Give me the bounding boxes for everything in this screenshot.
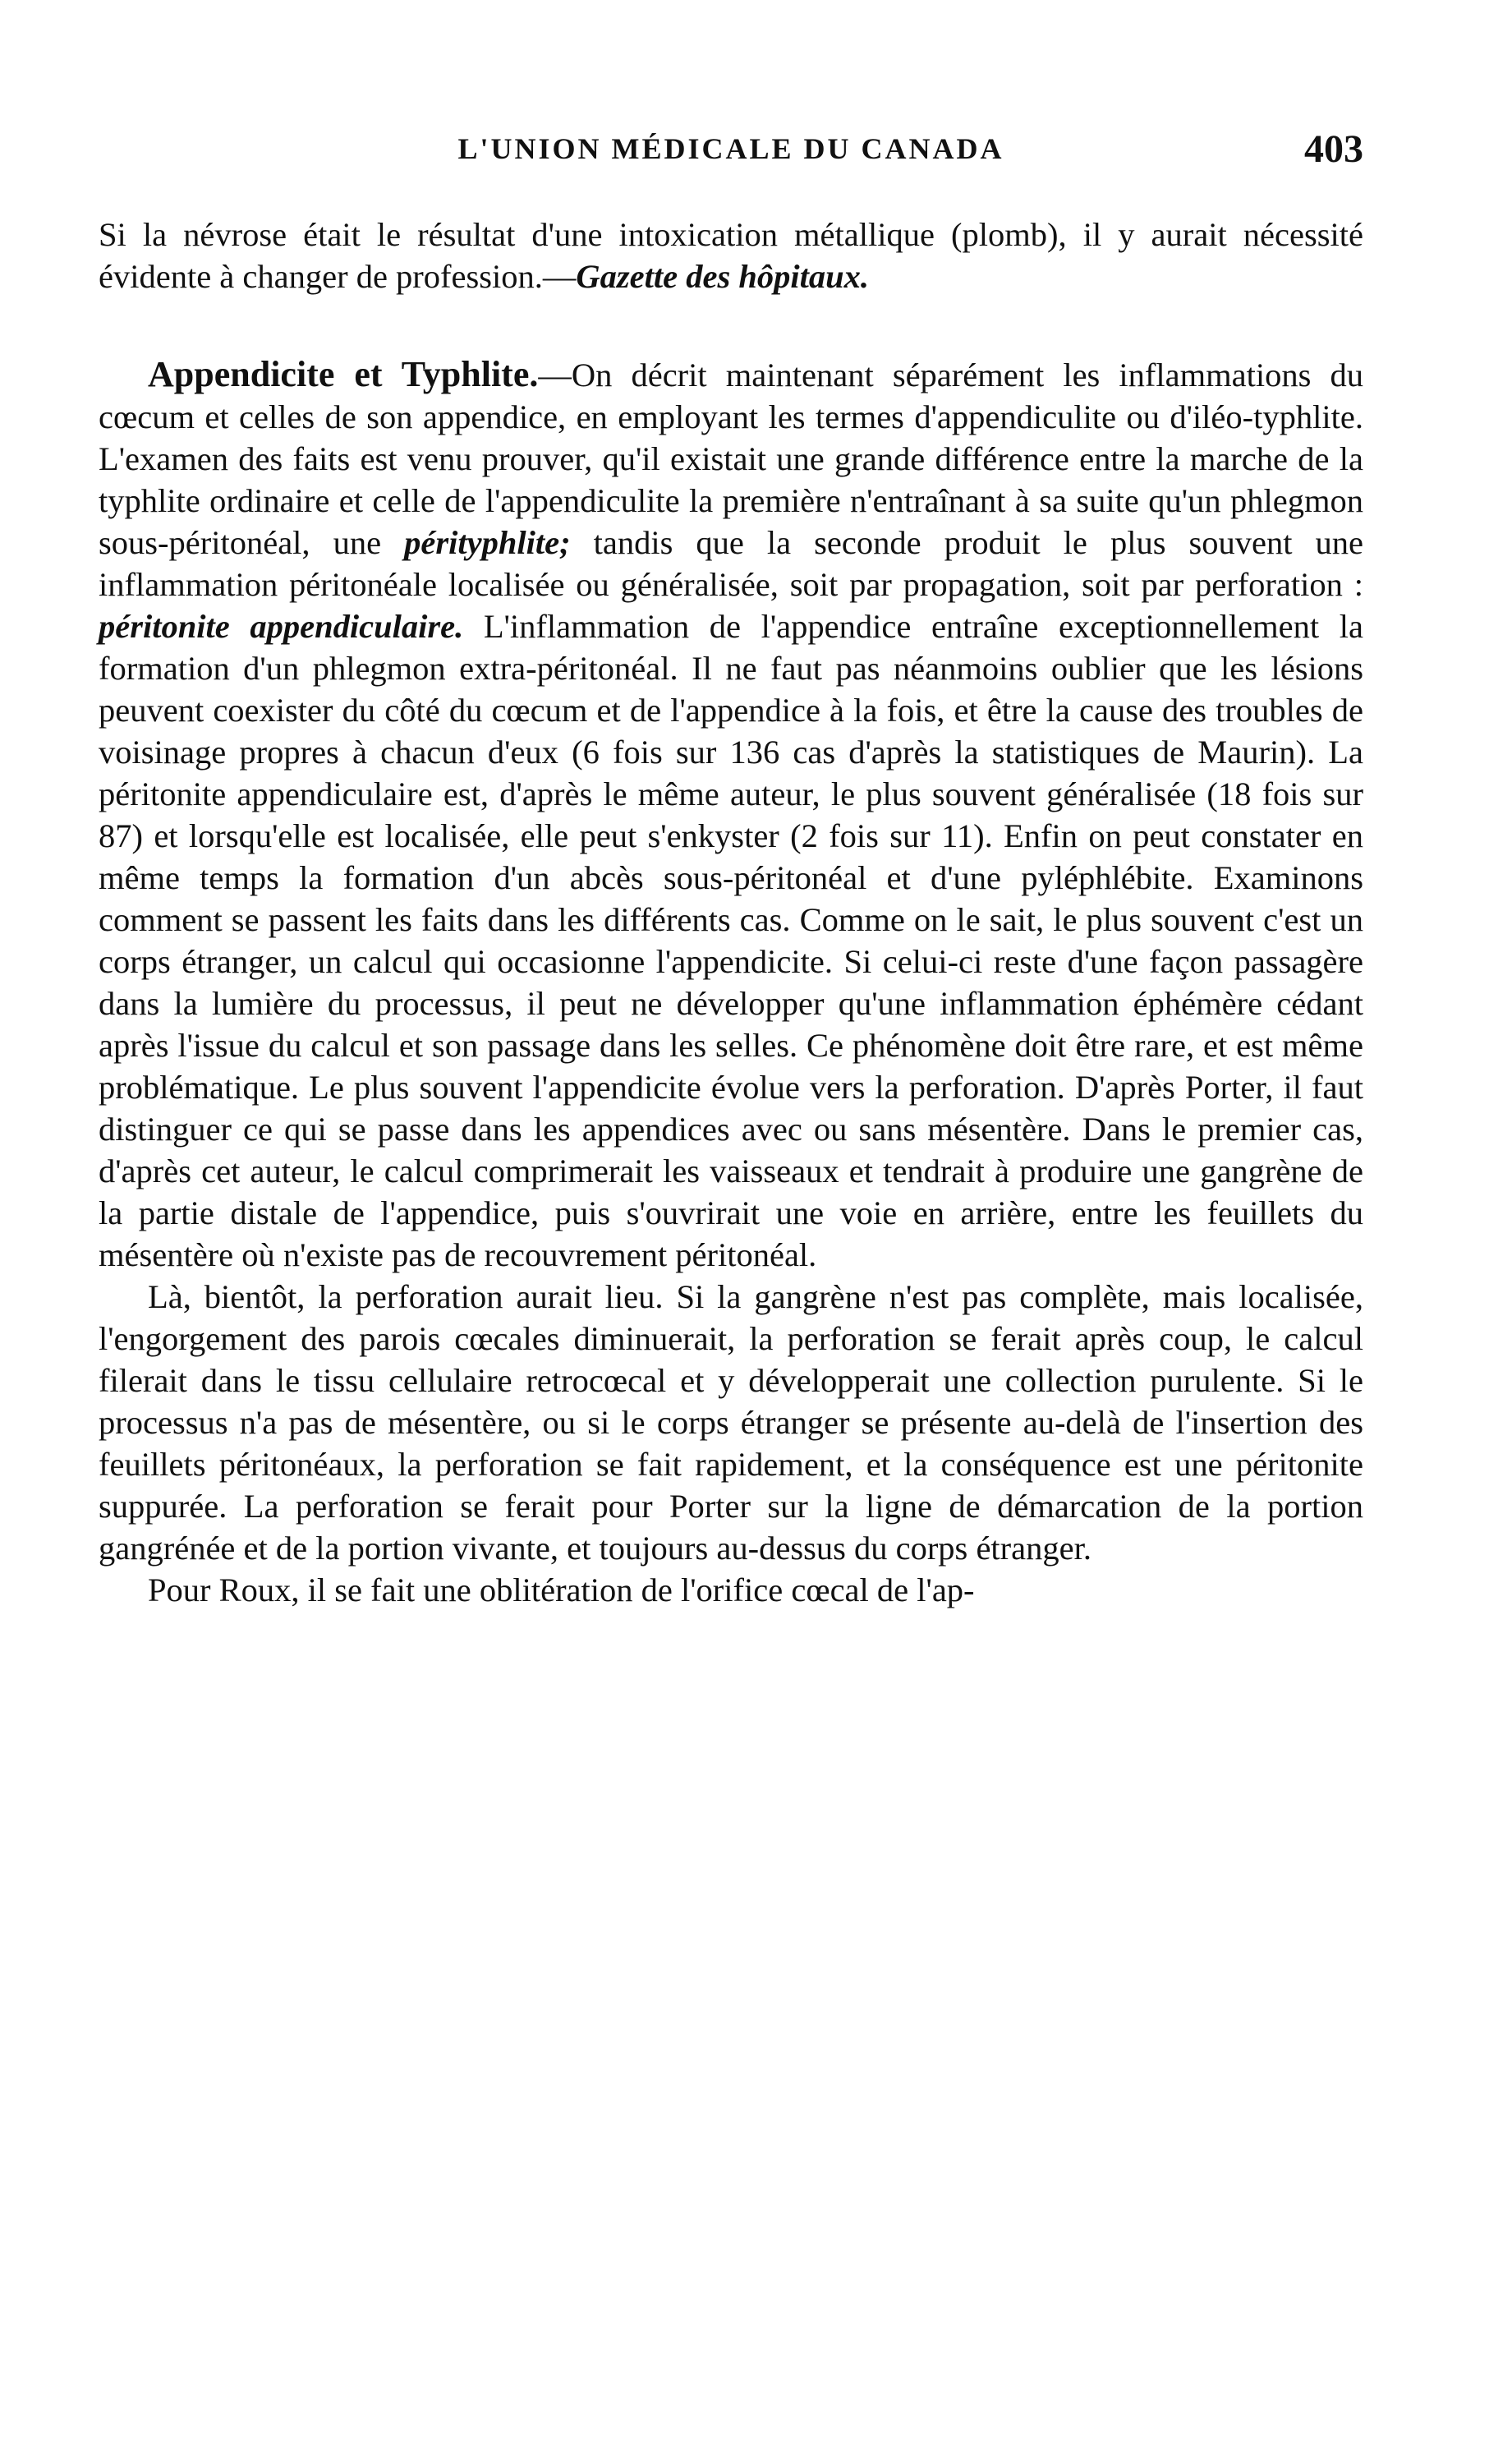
paragraph-perforation (99, 1276, 1363, 1569)
page (99, 127, 1363, 1611)
paragraph-roux (99, 1569, 1363, 1611)
paragraph-text: tandis que la seconde produit le plus souvent une inflammation péritonéale localisée ou généralisée, soit par propagation, soit par perforation : (99, 524, 1363, 603)
section-title: Appendicite et Typhlite. (148, 354, 539, 394)
paragraph-text: Si la névrose était le résultat d'une intoxication métallique (plomb), il y aurait nécessité évidente à changer de profession.— (99, 216, 1363, 295)
section-spacer (99, 297, 1363, 353)
paragraph-text: —On décrit maintenant séparément les inflammations du cœcum et celles de son appendice, en employant les termes d'appendiculite ou d'iléo-typhlite. L'examen des faits est venu prouver, qu'il existait une grande différence entre la marche de la typhlite ordinaire et celle de l'appendiculite la première n'entraînant à sa suite qu'un phlegmon sous-péritonéal, une (99, 357, 1363, 561)
page-number: 403 (1304, 127, 1363, 171)
paragraph-text: Là, bientôt, la perforation aurait lieu. Si la gangrène n'est pas complète, mais localisée, l'engorgement des parois cœcales diminuerait, la perforation se ferait après coup, le calcul filerait dans le tissu cellulaire retrocœcal et y développerait une collection purulente. Si le processus n'a pas de mésentère, ou si le corps étranger se présente au-delà de l'insertion des feuillets péritonéaux, la perforation se fait rapidement, et la conséquence est une péritonite suppurée. La perforation se ferait pour Porter sur la ligne de démarcation de la portion gangrénée et de la portion vivante, et toujours au-dessus du corps étranger. (99, 1278, 1363, 1567)
term-peritonite-appendiculaire: péritonite appendiculaire. (99, 608, 464, 645)
source-citation: Gazette des hôpitaux. (576, 258, 870, 295)
paragraph-text: Pour Roux, il se fait une oblitération de l'orifice cœcal de l'ap- (148, 1571, 975, 1608)
running-title: L'UNION MÉDICALE DU CANADA (457, 132, 1004, 165)
paragraph-appendicite (99, 353, 1363, 1276)
term-perityphlite: pérityphlite; (404, 524, 571, 561)
paragraph-text: L'inflammation de l'appendice entraîne exceptionnellement la formation d'un phlegmon extra-péritonéal. Il ne faut pas néanmoins oublier que les lésions peuvent coexister du côté du cœcum et de l'appendice à la fois, et être la cause des troubles de voisinage propres à chacun d'eux (6 fois sur 136 cas d'après la statistiques de Maurin). La péritonite appendiculaire est, d'après le même auteur, le plus souvent généralisée (18 fois sur 87) et lorsqu'elle est localisée, elle peut s'enkyster (2 fois sur 11). Enfin on peut constater en même temps la formation d'un abcès sous-péritonéal et d'une pyléphlébite. Examinons comment se passent les faits dans les différents cas. Comme on le sait, le plus souvent c'est un corps étranger, un calcul qui occasionne l'appendicite. Si celui-ci reste d'une façon passagère dans la lumière du processus, il peut ne développer qu'une inflammation éphémère cédant après l'issue du calcul et son passage dans les selles. Ce phénomène doit être rare, et est même problématique. Le plus souvent l'appendicite évolue vers la perforation. D'après Porter, il faut distinguer ce qui se passe dans les appendices avec ou sans mésentère. Dans le premier cas, d'après cet auteur, le calcul comprimerait les vaisseaux et tendrait à produire une gangrène de la partie distale de l'appendice, puis s'ouvrirait une voie en arrière, entre les feuillets du mésentère où n'existe pas de recouvrement péritonéal. (99, 608, 1363, 1273)
paragraph-neurosis (99, 214, 1363, 297)
page-header (99, 127, 1363, 181)
